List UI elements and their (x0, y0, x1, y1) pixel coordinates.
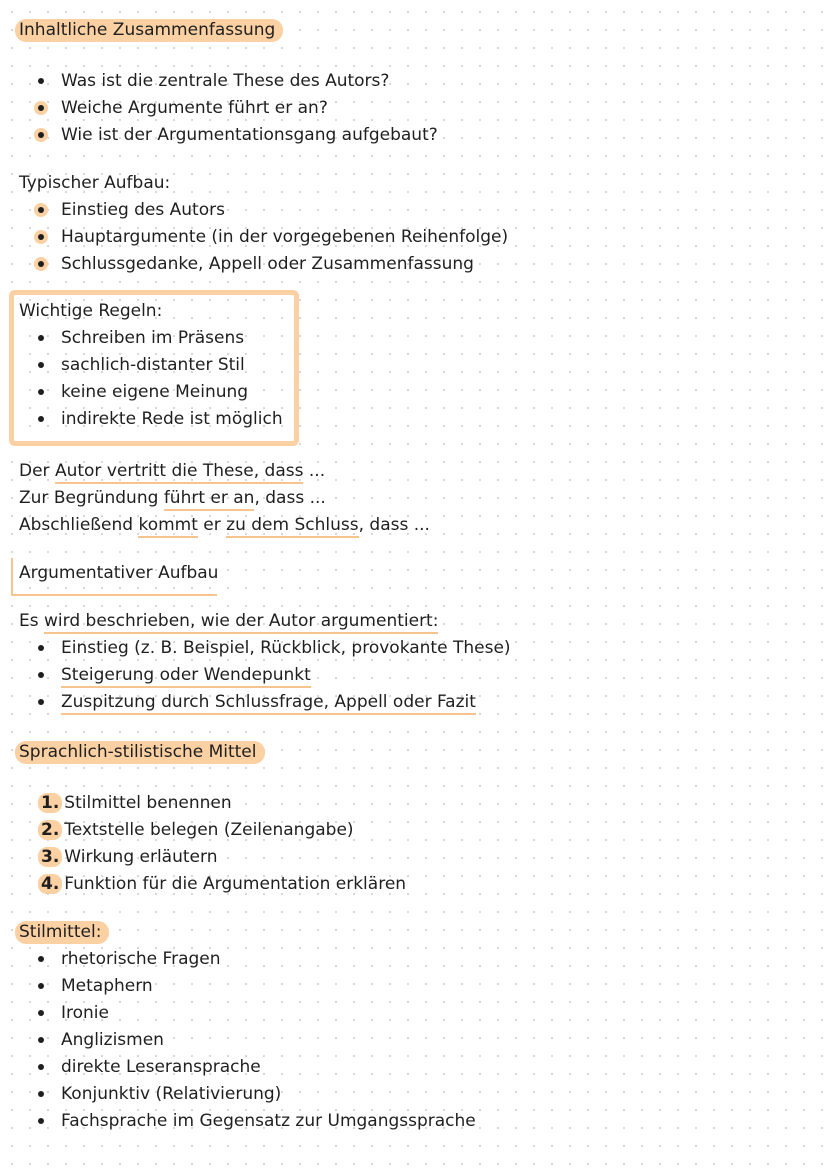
bullet-icon (38, 699, 44, 705)
aufbau-label: Typischer Aufbau: (19, 173, 171, 193)
list-item: Weiche Argumente führt er an? (35, 97, 438, 124)
bullet-icon (38, 1064, 44, 1070)
bullet-icon (38, 956, 44, 962)
list-item: Einstieg des Autors (35, 199, 508, 226)
phrase-these: Der Autor vertritt die These, dass ... (19, 460, 325, 482)
heading-inhaltliche-zusammenfassung: Inhaltliche Zusammenfassung (19, 19, 283, 41)
bullet-icon (38, 1010, 44, 1016)
list-item: 2. Textstelle belegen (Zeilenangabe) (38, 819, 406, 846)
heading-stilmittel: Stilmittel: (19, 921, 109, 943)
bullet-icon (38, 672, 44, 678)
steps-list (38, 792, 406, 900)
heading-sprachlich-stilistische-mittel: Sprachlich-stilistische Mittel (19, 741, 265, 763)
highlighted-bullet-icon (34, 128, 48, 142)
regeln-list (35, 327, 283, 435)
highlighted-bullet-icon (34, 101, 48, 115)
bullet-icon (38, 416, 44, 422)
aufbau-list (35, 199, 508, 280)
list-item: Wie ist der Argumentationsgang aufgebaut? (35, 124, 438, 151)
list-item: indirekte Rede ist möglich (35, 408, 283, 435)
regeln-label: Wichtige Regeln: (19, 301, 163, 321)
list-item: Was ist die zentrale These des Autors? (35, 70, 438, 97)
list-item: sachlich-distanter Stil (35, 354, 283, 381)
list-item: Steigerung oder Wendepunkt (35, 664, 511, 691)
bullet-icon (38, 362, 44, 368)
list-item: Konjunktiv (Relativierung) (35, 1083, 476, 1110)
bullet-icon (38, 389, 44, 395)
list-item: Zuspitzung durch Schlussfrage, Appell oder Fazit (35, 691, 511, 718)
list-item: 1. Stilmittel benennen (38, 792, 406, 819)
list-item: rhetorische Fragen (35, 948, 476, 975)
list-item: keine eigene Meinung (35, 381, 283, 408)
list-item: Schlussgedanke, Appell oder Zusammenfassung (35, 253, 508, 280)
highlighted-bullet-icon (34, 257, 48, 271)
argument-list (35, 637, 511, 718)
list-item: Hauptargumente (in der vorgegebenen Reihenfolge) (35, 226, 508, 253)
list-item: Metaphern (35, 975, 476, 1002)
stilmittel-list (35, 948, 476, 1137)
bullet-icon (38, 78, 44, 84)
inhalt-list (35, 70, 438, 151)
bullet-icon (38, 1037, 44, 1043)
bullet-icon (38, 335, 44, 341)
highlighted-bullet-icon (34, 203, 48, 217)
list-item: Fachsprache im Gegensatz zur Umgangssprache (35, 1110, 476, 1137)
list-item: Anglizismen (35, 1029, 476, 1056)
list-item: Ironie (35, 1002, 476, 1029)
list-item: Einstieg (z. B. Beispiel, Rückblick, provokante These) (35, 637, 511, 664)
bullet-icon (38, 1091, 44, 1097)
argument-intro: Es wird beschrieben, wie der Autor argumentiert: (19, 610, 438, 632)
list-item: direkte Leseransprache (35, 1056, 476, 1083)
highlighted-bullet-icon (34, 230, 48, 244)
bullet-icon (38, 983, 44, 989)
list-item: Schreiben im Präsens (35, 327, 283, 354)
bullet-icon (38, 645, 44, 651)
heading-argumentativer-aufbau: Argumentativer Aufbau (19, 563, 219, 583)
list-item: 4. Funktion für die Argumentation erklären (38, 873, 406, 900)
list-item: 3. Wirkung erläutern (38, 846, 406, 873)
bullet-icon (38, 1118, 44, 1124)
phrase-schluss: Abschließend kommt er zu dem Schluss, dass ... (19, 514, 430, 536)
phrase-begruendung: Zur Begründung führt er an, dass ... (19, 487, 326, 509)
